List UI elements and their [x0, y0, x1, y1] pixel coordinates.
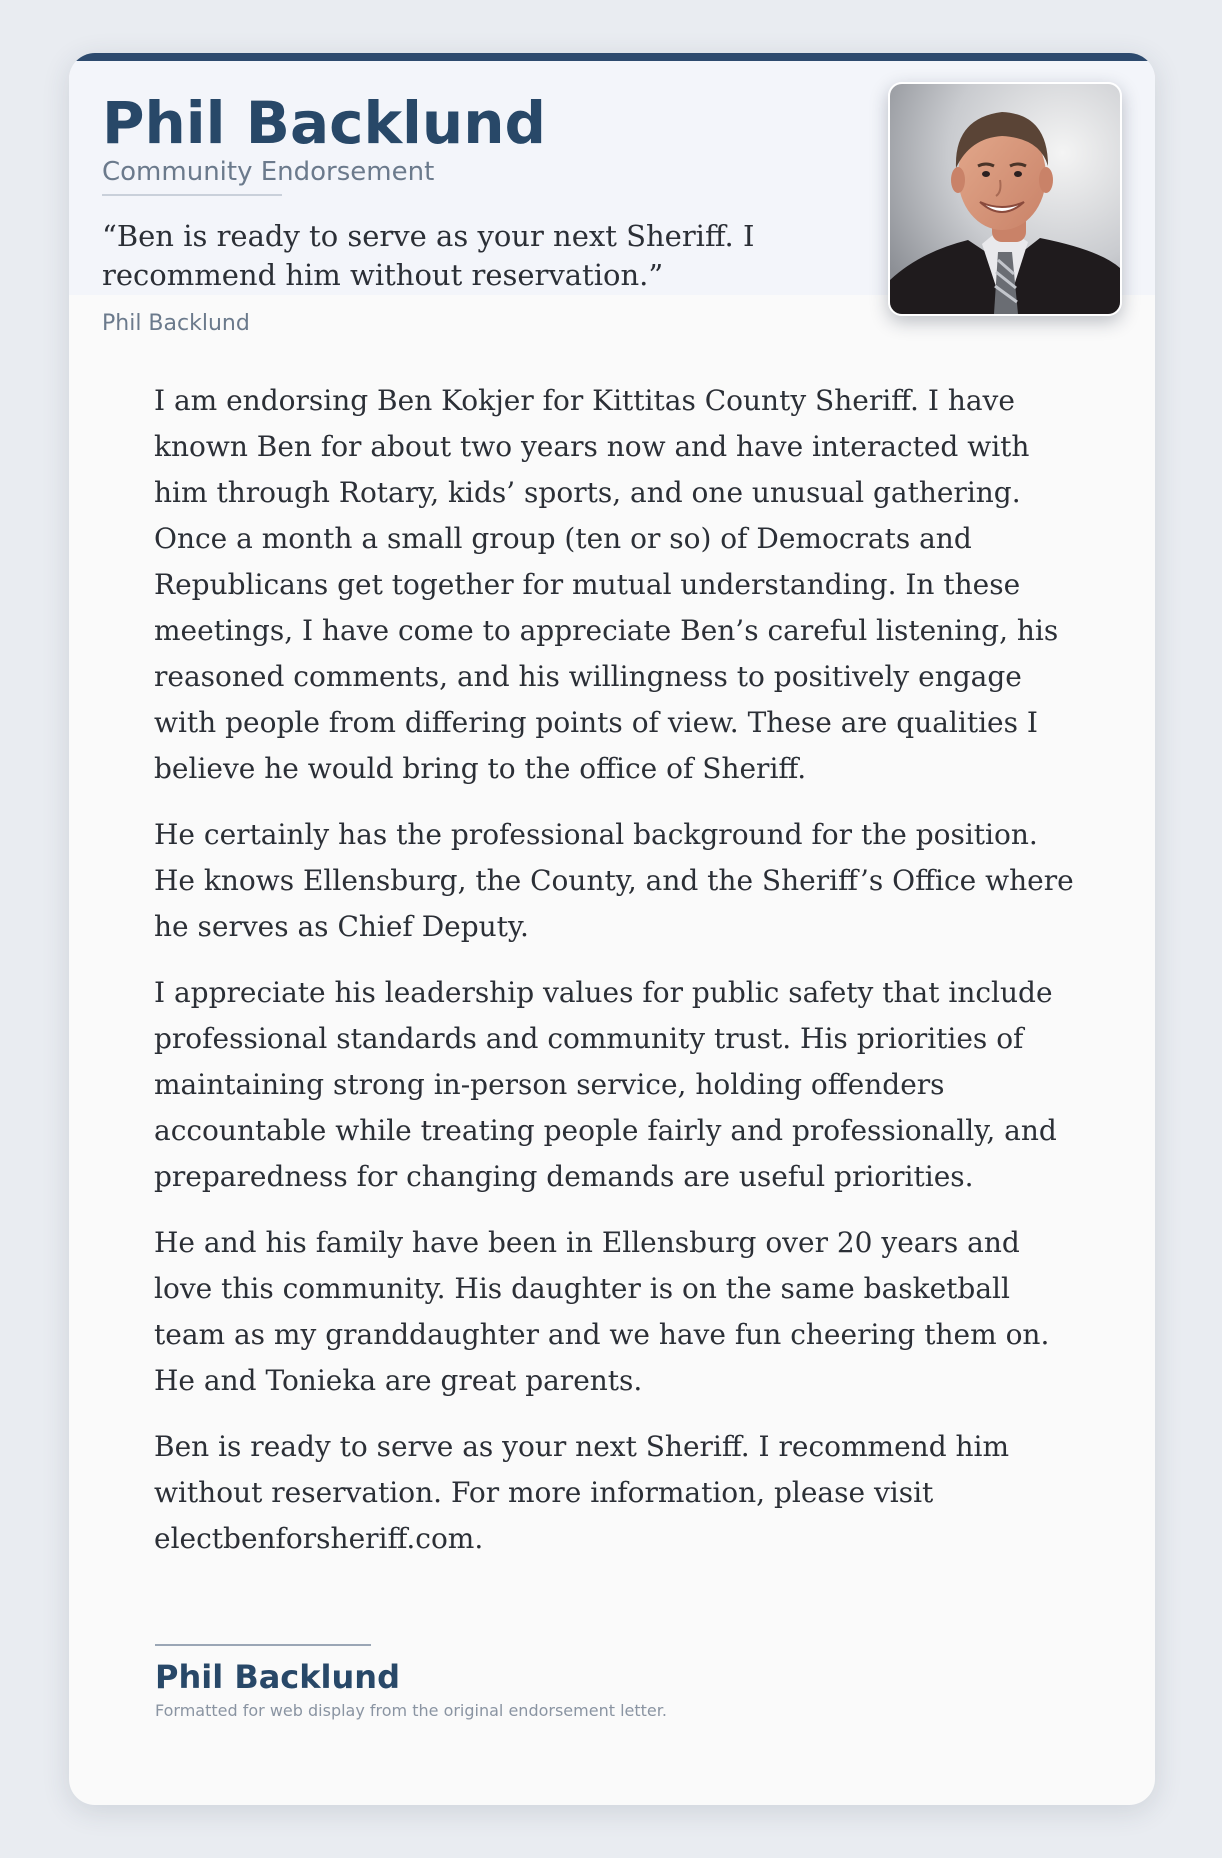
letter-paragraph: He and his family have been in Ellensburg over 20 years and love this community. His daughter is on the same basketball team as my granddaughter and we have fun cheering them on. He and Tonieka are great parents.: [154, 1226, 1050, 1397]
pull-quote: “Ben is ready to serve as your next Sheriff. I recommend him without reservation.”: [102, 219, 755, 292]
letter-paragraph: Ben is ready to serve as your next Sheriff. I recommend him without reservation. For more information, please visit electbenforsheriff.com.: [154, 1430, 1010, 1555]
endorsement-card: [69, 53, 1155, 1805]
page-subtitle: Community Endorsement: [102, 157, 435, 187]
letter-body: [154, 378, 1074, 1582]
endorser-name: Phil Backlund: [102, 89, 547, 157]
signature-divider: [155, 1644, 371, 1646]
accent-bar: [69, 53, 1155, 61]
signature-name: Phil Backlund: [155, 1658, 400, 1696]
letter-paragraph: I am endorsing Ben Kokjer for Kittitas County Sheriff. I have known Ben for about two years now and have interacted with him through Rotary, kids’ sports, and one unusual gathering. Once a month a small group (ten or so) of Democrats and Republicans get together for mutual understanding. In these meetings, I have come to appreciate Ben’s careful listening, his reasoned comments, and his willingness to positively engage with people from differing points of view. These are qualities I believe he would bring to the office of Sheriff.: [154, 384, 1059, 785]
endorser-photo: [888, 82, 1122, 316]
subtitle-divider: [102, 194, 282, 196]
letter-paragraph: I appreciate his leadership values for public safety that include professional standards and community trust. His priorities of maintaining strong in-person service, holding offenders accountable while treating people fairly and professionally, and preparedness for changing demands are useful priorities.: [154, 976, 1057, 1193]
format-note: Formatted for web display from the original endorsement letter.: [155, 1701, 667, 1720]
portrait-image: [890, 84, 1120, 314]
quote-attribution: Phil Backlund: [102, 311, 250, 336]
letter-paragraph: He certainly has the professional background for the position. He knows Ellensburg, the County, and the Sheriff’s Office where he serves as Chief Deputy.: [154, 818, 1074, 943]
